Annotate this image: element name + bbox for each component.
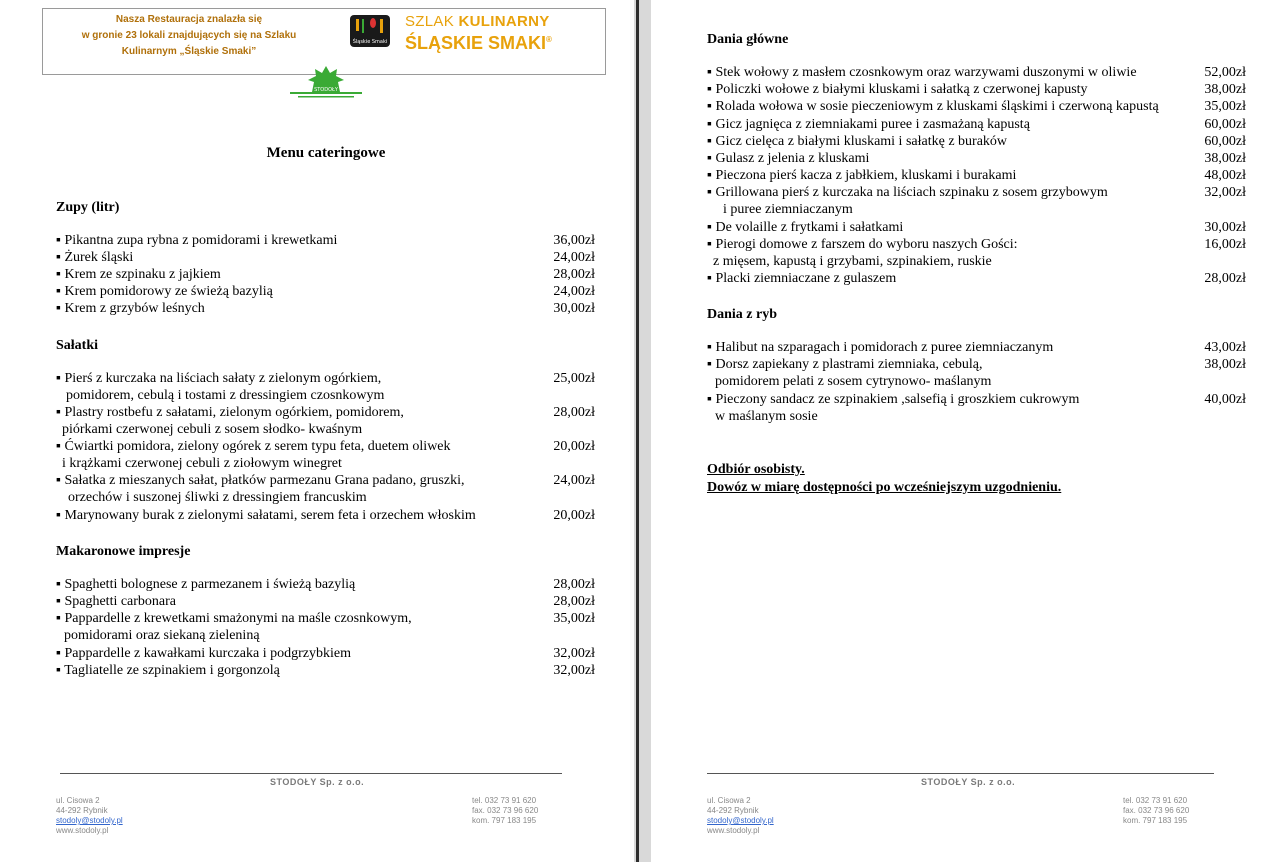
item-name: ▪ Tagliatelle ze szpinakiem i gorgonzolą (56, 663, 280, 678)
footer-email-link[interactable]: stodoly@stodoly.pl (707, 816, 774, 825)
item-description: z mięsem, kapustą i grzybami, szpinakiem, ruskie (713, 254, 992, 269)
footer-divider (60, 773, 562, 774)
menu-item (56, 593, 595, 610)
item-price: 28,00zł (553, 405, 595, 420)
item-price: 28,00zł (553, 594, 595, 609)
footer-company: STODOŁY Sp. z o.o. (921, 777, 1016, 787)
menu-item (56, 507, 595, 524)
banner-line: Kulinarnym „Śląskie Smaki” (121, 46, 257, 57)
menu-item (56, 283, 595, 300)
item-name: ▪ Ćwiartki pomidora, zielony ogórek z serem typu feta, duetem oliwek (56, 439, 451, 454)
document-page-2 (651, 0, 1284, 862)
item-price: 52,00zł (1204, 65, 1246, 80)
item-price: 16,00zł (1204, 237, 1246, 252)
footer-mobile: kom. 797 183 195 (472, 816, 537, 825)
item-name: ▪ Żurek śląski (56, 250, 134, 265)
item-price: 30,00zł (1204, 220, 1246, 235)
item-price: 20,00zł (553, 439, 595, 454)
item-description: piórkami czerwonej cebuli z sosem słodko- kwaśnym (62, 422, 363, 437)
footer-fax: fax. 032 73 96 620 (1123, 806, 1190, 815)
menu-item (707, 64, 1246, 81)
item-name: ▪ Rolada wołowa w sosie pieczeniowym z kluskami śląskimi i czerwoną kapustą (707, 99, 1159, 114)
footer-email-link[interactable]: stodoly@stodoly.pl (56, 816, 123, 825)
item-name: ▪ Pierś z kurczaka na liściach sałaty z zielonym ogórkiem, (56, 371, 382, 386)
item-price: 38,00zł (1204, 82, 1246, 97)
footer-address (707, 796, 774, 836)
item-name: ▪ Pieczony sandacz ze szpinakiem ,salsefią i groszkiem cukrowym (707, 392, 1080, 407)
item-name: ▪ De volaille z frytkami i sałatkami (707, 220, 904, 235)
document-page-1 (0, 0, 634, 862)
item-price: 43,00zł (1204, 340, 1246, 355)
brand-line1-a: SZLAK (405, 13, 459, 30)
item-price: 28,00zł (553, 577, 595, 592)
menu-item (56, 645, 595, 662)
item-name: ▪ Marynowany burak z zielonymi sałatami, serem feta i orzechem włoskim (56, 508, 476, 523)
footer-contact (1123, 796, 1189, 826)
menu-item (56, 576, 595, 593)
banner-line: Nasza Restauracja znalazła się (115, 14, 263, 25)
item-name: ▪ Spaghetti carbonara (56, 594, 177, 609)
menu-item (56, 370, 595, 387)
brand-title (405, 13, 552, 52)
menu-item (56, 300, 595, 317)
item-description: i krążkami czerwonej cebuli z ziołowym winegret (62, 456, 342, 471)
item-name: ▪ Dorsz zapiekany z plastrami ziemniaka, cebulą, (707, 357, 983, 372)
item-price: 24,00zł (553, 473, 595, 488)
banner-text (45, 12, 333, 60)
footer-street: ul. Cisowa 2 (707, 796, 751, 805)
section-title: Sałatki (56, 338, 99, 353)
footer-city: 44-292 Rybnik (707, 806, 759, 815)
brand-line1-b: KULINARNY (458, 13, 550, 30)
item-price: 32,00zł (553, 646, 595, 661)
item-price: 20,00zł (553, 508, 595, 523)
item-name: ▪ Policzki wołowe z białymi kluskami i sałatką z czerwonej kapusty (707, 82, 1088, 97)
footer-city: 44-292 Rybnik (56, 806, 108, 815)
banner-line: w gronie 23 lokali znajdujących się na Szlaku (81, 30, 297, 41)
item-name: ▪ Pieczona pierś kacza z jabłkiem, kluskami i burakami (707, 168, 1017, 183)
menu-item (707, 219, 1246, 236)
item-description: orzechów i suszonej śliwki z dressingiem francuskim (68, 490, 367, 505)
item-price: 30,00zł (553, 301, 595, 316)
menu-item (56, 472, 595, 489)
menu-item (707, 150, 1246, 167)
item-name: ▪ Pappardelle z kawałkami kurczaka i podgrzybkiem (56, 646, 351, 661)
page-gutter (634, 0, 651, 862)
stodoly-leaf-logo-icon (286, 64, 366, 102)
footer-www[interactable]: www.stodoly.pl (56, 826, 109, 835)
item-name: ▪ Krem pomidorowy ze świeżą bazylią (56, 284, 273, 299)
menu-item (707, 236, 1246, 253)
item-description: pomidorem, cebulą i tostami z dressingiem czosnkowym (66, 388, 385, 403)
menu-item (707, 184, 1246, 201)
footer-mobile: kom. 797 183 195 (1123, 816, 1188, 825)
menu-item (707, 98, 1246, 115)
menu-item (707, 133, 1246, 150)
footer-www[interactable]: www.stodoly.pl (707, 826, 760, 835)
item-description: w maślanym sosie (715, 409, 818, 424)
footer-street: ul. Cisowa 2 (56, 796, 100, 805)
footer-company: STODOŁY Sp. z o.o. (270, 777, 365, 787)
item-name: ▪ Spaghetti bolognese z parmezanem i świeżą bazylią (56, 577, 356, 592)
item-price: 60,00zł (1204, 134, 1246, 149)
menu-item (707, 270, 1246, 287)
item-name: ▪ Plastry rostbefu z sałatami, zielonym ogórkiem, pomidorem, (56, 405, 404, 420)
menu-item (56, 249, 595, 266)
menu-item (707, 167, 1246, 184)
menu-item (707, 391, 1246, 408)
menu-item (707, 356, 1246, 373)
item-price: 38,00zł (1204, 151, 1246, 166)
item-name: ▪ Gicz cielęca z białymi kluskami i sałatkę z buraków (707, 134, 1008, 149)
menu-item (707, 81, 1246, 98)
item-price: 38,00zł (1204, 357, 1246, 372)
footer-fax: fax. 032 73 96 620 (472, 806, 539, 815)
pickup-note: Odbiór osobisty. (707, 462, 805, 477)
cutlery-logo-icon (350, 15, 390, 47)
section-title: Dania główne (707, 32, 789, 47)
registered-mark: ® (546, 35, 552, 44)
footer-contact (472, 796, 538, 826)
item-price: 24,00zł (553, 250, 595, 265)
logo-text: STODOŁY (314, 87, 338, 93)
item-name: ▪ Sałatka z mieszanych sałat, płatków parmezanu Grana padano, gruszki, (56, 473, 465, 488)
footer-address (56, 796, 123, 836)
item-name: ▪ Gicz jagnięca z ziemniakami puree i zasmażaną kapustą (707, 117, 1030, 132)
item-description: pomidorami oraz siekaną zieleniną (64, 628, 260, 643)
footer-tel: tel. 032 73 91 620 (1123, 796, 1188, 805)
item-price: 60,00zł (1204, 117, 1246, 132)
menu-item (56, 404, 595, 421)
item-price: 32,00zł (1204, 185, 1246, 200)
item-price: 28,00zł (553, 267, 595, 282)
item-price: 24,00zł (553, 284, 595, 299)
item-name: ▪ Halibut na szparagach i pomidorach z puree ziemniaczanym (707, 340, 1054, 355)
item-price: 36,00zł (553, 233, 595, 248)
section-title: Makaronowe impresje (56, 544, 191, 559)
item-name: ▪ Pikantna zupa rybna z pomidorami i krewetkami (56, 233, 338, 248)
item-name: ▪ Placki ziemniaczane z gulaszem (707, 271, 897, 286)
item-price: 35,00zł (553, 611, 595, 626)
menu-item (56, 662, 595, 679)
footer-divider (707, 773, 1214, 774)
menu-item (707, 116, 1246, 133)
item-description: i puree ziemniaczanym (723, 202, 853, 217)
menu-item (56, 232, 595, 249)
menu-item (56, 438, 595, 455)
item-name: ▪ Pierogi domowe z farszem do wyboru naszych Gości: (707, 237, 1018, 252)
item-name: ▪ Grillowana pierś z kurczaka na liściach szpinaku z sosem grzybowym (707, 185, 1108, 200)
item-description: pomidorem pelati z sosem cytrynowo- maślanym (715, 374, 992, 389)
item-price: 25,00zł (553, 371, 595, 386)
page-title: Menu cateringowe (266, 145, 386, 161)
menu-item (707, 339, 1246, 356)
item-price: 28,00zł (1204, 271, 1246, 286)
section-title: Zupy (litr) (56, 200, 120, 215)
item-price: 32,00zł (553, 663, 595, 678)
item-price: 35,00zł (1204, 99, 1246, 114)
menu-item (56, 610, 595, 627)
delivery-note: Dowóz w miarę dostępności po wcześniejszym uzgodnieniu. (707, 480, 1062, 495)
logo-caption: Śląskie Smaki (352, 39, 388, 45)
brand-line2: ŚLĄSKIE SMAKI (405, 33, 547, 53)
item-name: ▪ Krem ze szpinaku z jajkiem (56, 267, 221, 282)
item-name: ▪ Pappardelle z krewetkami smażonymi na maśle czosnkowym, (56, 611, 412, 626)
footer-tel: tel. 032 73 91 620 (472, 796, 537, 805)
item-name: ▪ Krem z grzybów leśnych (56, 301, 205, 316)
item-name: ▪ Stek wołowy z masłem czosnkowym oraz warzywami duszonymi w oliwie (707, 65, 1137, 80)
section-title: Dania z ryb (707, 307, 777, 322)
item-price: 40,00zł (1204, 392, 1246, 407)
menu-item (56, 266, 595, 283)
item-name: ▪ Gulasz z jelenia z kluskami (707, 151, 870, 166)
item-price: 48,00zł (1204, 168, 1246, 183)
